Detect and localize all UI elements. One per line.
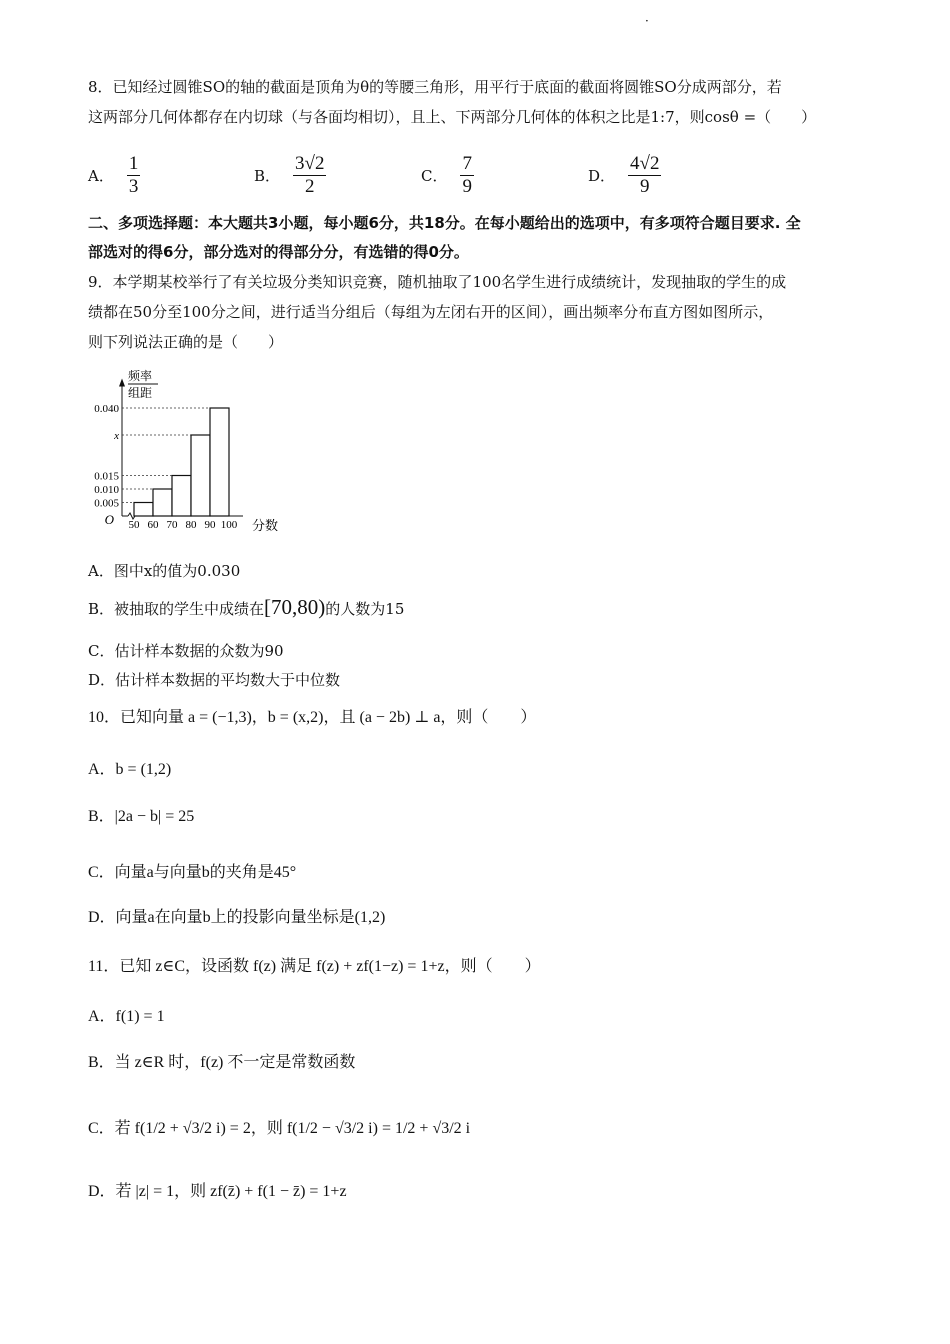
q10-option-c[interactable]: C．向量a与向量b的夹角是45° bbox=[88, 864, 297, 881]
y-tick-label: 0.010 bbox=[94, 484, 119, 496]
ylabel-top: 频率 bbox=[128, 369, 153, 383]
y-tick-label: 0.005 bbox=[94, 497, 119, 510]
y-axis-arrow bbox=[119, 379, 125, 387]
q8-line1: 8．已知经过圆锥SO的轴的截面是顶角为θ的等腰三角形，用平行于底面的截面将圆锥SO分成两部分，若 bbox=[88, 78, 782, 96]
histogram-bar bbox=[210, 408, 229, 516]
q11-option-a[interactable]: A．f(1) = 1 bbox=[88, 1008, 165, 1025]
q9-option-d[interactable]: D．估计样本数据的平均数大于中位数 bbox=[88, 671, 341, 689]
q9-option-b[interactable]: B．被抽取的学生中成绩在[70,80)的人数为15 bbox=[88, 595, 405, 619]
section2-line1: 二、多项选择题：本大题共3小题，每小题6分，共18分。在每小题给出的选项中，有多项符合题目要求. 全 bbox=[88, 214, 801, 232]
q11-stem: 11．已知 z∈C，设函数 f(z) 满足 f(z) + zf(1−z) = 1+z，则（ ） bbox=[88, 958, 541, 975]
q8-option-c[interactable]: C． $\frac{7}{9}$ bbox=[421, 152, 472, 197]
x-tick-label: 90 bbox=[204, 519, 216, 531]
q9-option-a[interactable]: A．图中x的值为0.030 bbox=[88, 562, 241, 580]
q10-option-a[interactable]: A．b = (1,2) bbox=[88, 761, 172, 778]
q9-option-c[interactable]: C．估计样本数据的众数为90 bbox=[88, 642, 284, 660]
x-tick-label: 80 bbox=[185, 519, 197, 531]
histogram-bar bbox=[191, 435, 210, 516]
histogram-bar bbox=[134, 503, 153, 517]
q11-option-c[interactable]: C．若 f(1/2 + √3/2 i) = 2，则 f(1/2 − √3/2 i) = 1/2 + √3/2 i bbox=[88, 1120, 471, 1137]
y-tick-label: x bbox=[114, 430, 119, 442]
histogram-bar bbox=[153, 489, 172, 516]
q10-option-d[interactable]: D．向量a在向量b上的投影向量坐标是(1,2) bbox=[88, 909, 386, 926]
frequency-histogram bbox=[82, 366, 282, 536]
y-tick-label: 0.040 bbox=[94, 403, 119, 415]
x-tick-label: 70 bbox=[166, 519, 178, 531]
ylabel-bottom: 组距 bbox=[128, 386, 153, 400]
q8-option-a[interactable]: A． $\frac{1}{3}$ bbox=[88, 152, 139, 197]
q8-option-d[interactable]: D． $\frac{4√2}{9}$ bbox=[588, 152, 660, 197]
page-mark: · bbox=[645, 14, 649, 28]
y-tick-label: 0.015 bbox=[94, 470, 119, 483]
origin-label: O bbox=[104, 512, 114, 527]
section2-line2: 部选对的得6分，部分选对的得部分分，有选错的得0分。 bbox=[88, 243, 469, 261]
xlabel: 分数 bbox=[251, 518, 279, 533]
q9-line2: 绩都在50分至100分之间，进行适当分组后（每组为左闭右开的区间），画出频率分布直方图如图所示， bbox=[88, 303, 774, 321]
histogram-bar bbox=[172, 476, 191, 517]
x-tick-label: 60 bbox=[147, 519, 159, 531]
q9-line1: 9．本学期某校举行了有关垃圾分类知识竞赛，随机抽取了100名学生进行成绩统计，发现抽取的学生的成 bbox=[88, 273, 787, 291]
x-tick-label: 100 bbox=[220, 519, 238, 531]
q8-option-b[interactable]: B． $\frac{3√2}{2}$ bbox=[254, 152, 325, 197]
q10-stem: 10．已知向量 a = (−1,3)，b = (x,2)，且 (a − 2b) ⊥ a，则（ ） bbox=[88, 709, 537, 726]
q9-line3: 则下列说法正确的是（ ） bbox=[88, 333, 284, 351]
q10-option-b[interactable]: B．|2a − b| = 25 bbox=[88, 808, 195, 825]
x-tick-label: 50 bbox=[128, 519, 140, 531]
q11-option-d[interactable]: D．若 |z| = 1，则 zf(z̄) + f(1 − z̄) = 1+z bbox=[88, 1183, 347, 1200]
q8-line2: 这两部分几何体都存在内切球（与各面均相切），且上、下两部分几何体的体积之比是1:7，则cosθ =（ ） bbox=[88, 108, 817, 126]
q11-option-b[interactable]: B．当 z∈R 时，f(z) 不一定是常数函数 bbox=[88, 1054, 356, 1071]
